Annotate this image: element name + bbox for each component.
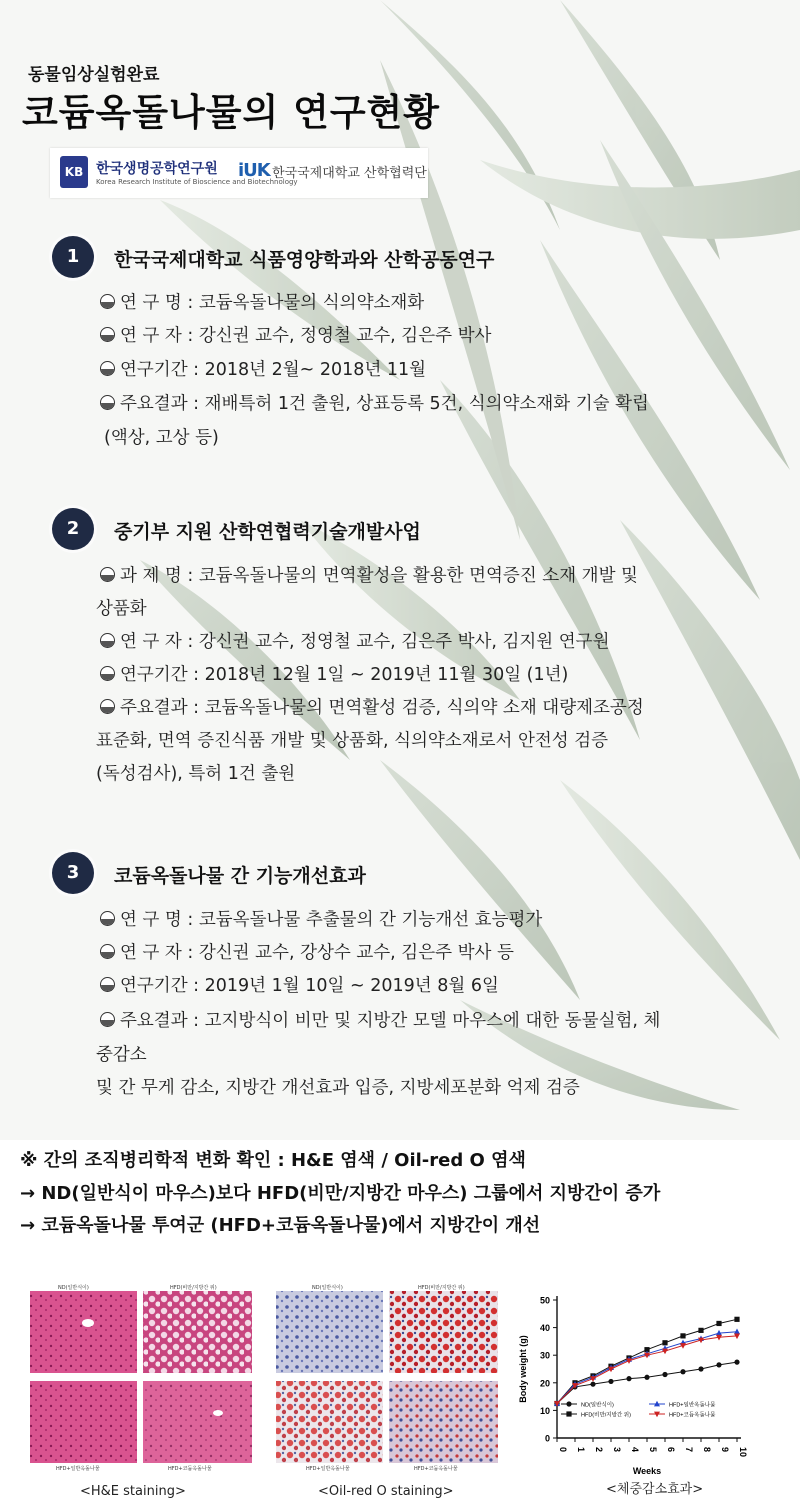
data-point	[734, 1317, 739, 1322]
data-point	[662, 1340, 667, 1345]
section-line: 연 구 명 : 코듐옥돌나물의 식의약소재화	[100, 287, 424, 320]
legend-label: HFD+코듐옥돌나물	[669, 1412, 716, 1419]
y-tick-label: 50	[539, 1295, 550, 1306]
he-staining-label: <H&E staining>	[80, 1484, 186, 1499]
bullet-icon	[100, 911, 115, 926]
section-line: (독성검사), 특허 1건 출원	[96, 764, 296, 784]
legend-marker	[566, 1401, 571, 1406]
x-axis-label: Weeks	[632, 1466, 662, 1476]
data-point	[608, 1379, 613, 1384]
x-tick-label: 9	[720, 1447, 730, 1453]
bullet-icon	[100, 395, 115, 410]
series-line	[557, 1362, 737, 1403]
section-line: 주요결과 : 코듐옥돌나물의 면역활성 검증, 식의약 소재 대량제조공정	[100, 692, 644, 725]
bullet-icon	[100, 699, 115, 714]
bullet-icon	[100, 294, 115, 309]
panel-caption: ND(일반식이)	[312, 1285, 343, 1291]
data-point	[626, 1376, 631, 1381]
bullet-icon	[100, 977, 115, 992]
section-line: 연 구 자 : 강신권 교수, 정영철 교수, 김은주 박사, 김지원 연구원	[100, 626, 610, 659]
panel-caption: HFD+일반옥돌나물	[56, 1466, 100, 1472]
section-title: 코듐옥돌나물 간 기능개선효과	[114, 865, 366, 887]
data-point	[644, 1375, 649, 1380]
section-line: 중감소	[96, 1045, 147, 1065]
section-line: 연 구 자 : 강신권 교수, 정영철 교수, 김은주 박사	[100, 320, 491, 353]
section-line: 표준화, 면역 증진식품 개발 및 상품화, 식의약소재로서 안전성 검증	[96, 731, 609, 751]
section-line: 연구기간 : 2018년 12월 1일 ~ 2019년 11월 30일 (1년)	[100, 659, 568, 692]
x-tick-label: 4	[630, 1447, 640, 1453]
panel-caption: HFD+일반옥돌나물	[306, 1466, 350, 1472]
data-point	[734, 1329, 740, 1335]
x-tick-label: 0	[558, 1447, 568, 1453]
x-tick-label: 3	[612, 1447, 622, 1453]
series-line	[557, 1319, 737, 1403]
bullet-icon	[100, 361, 115, 376]
section-line: (액상, 고상 등)	[104, 428, 219, 448]
page-title: 코듐옥돌나물의 연구현황	[22, 91, 441, 134]
section-title: 한국국제대학교 식품영양학과와 산학공동연구	[114, 249, 495, 271]
oil-red-staining-image	[274, 1283, 500, 1471]
section-line: 과 제 명 : 코듐옥돌나물의 면역활성을 활용한 면역증진 소재 개발 및	[100, 560, 638, 593]
section-title: 중기부 지원 산학연협력기술개발사업	[114, 521, 421, 543]
data-point	[680, 1333, 685, 1338]
y-tick-label: 40	[539, 1323, 550, 1334]
data-point	[716, 1362, 721, 1367]
y-tick-label: 0	[544, 1433, 550, 1444]
he-staining-image	[28, 1283, 254, 1471]
legend-label: HFD+일반옥돌나물	[669, 1402, 716, 1409]
partner-logos	[50, 148, 428, 198]
legend-label: HFD(비만/지방간 위)	[581, 1412, 631, 1419]
data-point	[698, 1328, 703, 1333]
x-tick-label: 8	[702, 1447, 712, 1453]
panel-caption: HFD+코듐옥돌나물	[168, 1466, 212, 1472]
iuk-logo-icon: iUK	[238, 160, 270, 181]
weight-loss-label: <체중감소효과>	[606, 1482, 704, 1497]
x-tick-label: 2	[594, 1447, 604, 1453]
section-line: 주요결과 : 고지방식이 비만 및 지방간 모델 마우스에 대한 동물실험, 체	[100, 1005, 660, 1038]
x-tick-label: 7	[684, 1447, 694, 1453]
y-tick-label: 10	[539, 1405, 550, 1416]
kribb-name: 한국생명공학연구원	[96, 161, 218, 177]
bullet-icon	[100, 567, 115, 582]
oil-red-staining-label: <Oil-red O staining>	[318, 1484, 454, 1499]
legend-label: ND(일반식이)	[581, 1402, 614, 1409]
section-line: 및 간 무게 감소, 지방간 개선효과 입증, 지방세포분화 억제 검증	[96, 1078, 580, 1098]
section-line: 주요결과 : 재배특허 1건 출원, 상표등록 5건, 식의약소재화 기술 확립	[100, 388, 649, 421]
data-point	[680, 1369, 685, 1374]
section-line: 연구기간 : 2018년 2월~ 2018년 11월	[100, 354, 426, 387]
bullet-icon	[100, 666, 115, 681]
bullet-icon	[100, 327, 115, 342]
series-line	[557, 1336, 737, 1404]
series-line	[557, 1332, 737, 1404]
legend-marker	[566, 1411, 571, 1416]
panel-caption: HFD(비만/지방간 위)	[418, 1285, 465, 1291]
panel-caption: ND(일반식이)	[58, 1285, 89, 1291]
data-point	[662, 1372, 667, 1377]
x-tick-label: 1	[576, 1447, 586, 1453]
y-tick-label: 20	[539, 1378, 550, 1389]
kribb-english-name: Korea Research Institute of Bioscience and Biotechnology	[96, 178, 298, 186]
section-line: 상품화	[96, 599, 147, 619]
section-number-badge: 3	[52, 852, 94, 894]
section-number-badge: 2	[52, 508, 94, 550]
y-axis-label: Body weight (g)	[518, 1335, 528, 1403]
note-line: ※ 간의 조직병리학적 변화 확인 : H&E 염색 / Oil-red O 염색	[20, 1150, 526, 1171]
body-weight-chart	[512, 1286, 782, 1478]
x-tick-label: 10	[738, 1447, 748, 1458]
kribb-logo-icon: KB	[60, 156, 88, 188]
section-number-badge: 1	[52, 236, 94, 278]
data-point	[716, 1321, 721, 1326]
x-tick-label: 6	[666, 1447, 676, 1453]
page-subtitle: 동물임상실험완료	[28, 65, 160, 85]
data-point	[734, 1360, 739, 1365]
panel-caption: HFD+코듐옥돌나물	[414, 1466, 458, 1472]
bullet-icon	[100, 633, 115, 648]
note-line: → 코듐옥돌나물 투여군 (HFD+코듐옥돌나물)에서 지방간이 개선	[20, 1215, 541, 1236]
section-line: 연 구 자 : 강신권 교수, 강상수 교수, 김은주 박사 등	[100, 937, 514, 970]
panel-caption: HFD(비만/지방간 위)	[170, 1285, 217, 1291]
section-line: 연 구 명 : 코듐옥돌나물 추출물의 간 기능개선 효능평가	[100, 904, 542, 937]
bullet-icon	[100, 944, 115, 959]
data-point	[698, 1366, 703, 1371]
bullet-icon	[100, 1012, 115, 1027]
note-line: → ND(일반식이 마우스)보다 HFD(비만/지방간 마우스) 그룹에서 지방간이 증가	[20, 1183, 661, 1204]
data-point	[590, 1382, 595, 1387]
y-tick-label: 30	[539, 1350, 550, 1361]
iuk-name: 한국국제대학교 산학협력단	[272, 166, 427, 181]
section-line: 연구기간 : 2019년 1월 10일 ~ 2019년 8월 6일	[100, 970, 499, 1003]
x-tick-label: 5	[648, 1447, 658, 1453]
